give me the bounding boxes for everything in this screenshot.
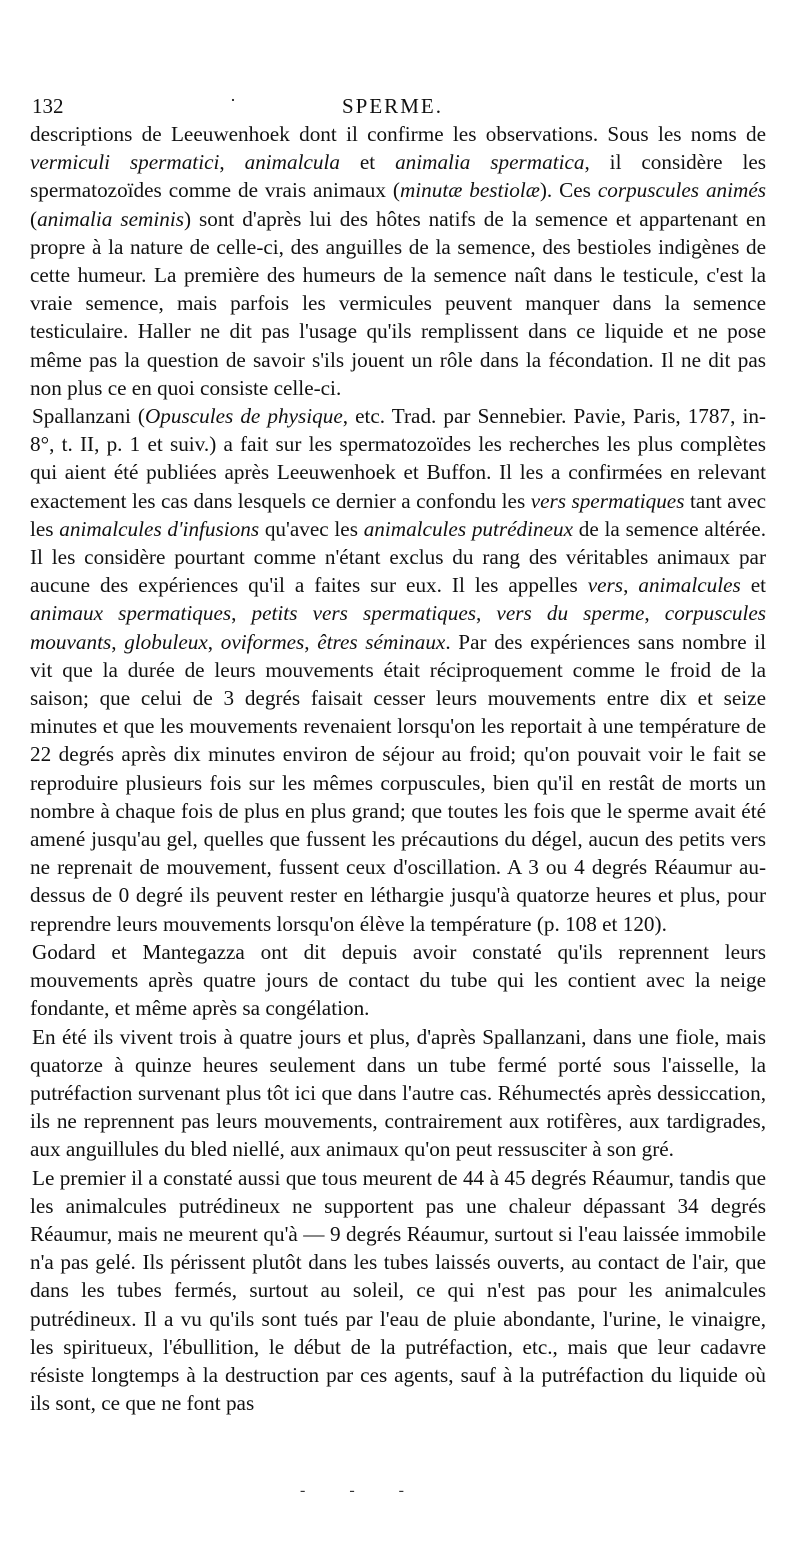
footer-marks: - - - [300,1482,424,1499]
italic-run: animalcula [244,150,340,175]
text-run: de la semence altérée. Il les considère pourtant comme n'étant exclus du rang des véritables animaux par aucune des expériences qu'il a faites sur eux. Il les appelles [30,516,766,598]
italic-run: êtres séminaux [317,629,446,654]
paragraph [30,1164,766,1418]
italic-run: animaux spermatiques [30,601,232,626]
paragraph [30,1023,766,1164]
italic-run: vermiculi spermatici [30,150,220,175]
italic-run: vers spermatiques [530,488,685,513]
text-run: , [111,629,125,654]
italic-run: Opuscules de physique [144,404,343,429]
text-run: Le premier il a constaté aussi que tous meurent de 44 à 45 degrés Réaumur, tandis que les animalcules putrédineux ne supportent pas une chaleur dépassant 34 degrés Réaumur, mais ne meurent qu'à — 9 degrés Réaumur, surtout si l'eau laissée immobile n'a pas gelé. Ils périssent plutôt dans les tubes laissés ouverts, au contact de l'air, que dans les tubes fermés, surtout au soleil, ce qui n'est pas pour les animalcules putrédineux. Il a vu qu'ils sont tués par l'eau de pluie abondante, l'urine, le vinaigre, les spiritueux, l'ébullition, le début de la putréfaction, etc., mais que leur cadavre résiste longtemps à la destruction par ces agents, sauf à la putréfaction du liquide où ils sont, ce que ne font pas [30,1165,766,1416]
text-run: ( [30,206,38,231]
italic-run: globuleux [124,629,208,654]
italic-run: animalcules d'infusions [59,516,260,541]
text-run: , [623,573,639,598]
italic-run: animalia seminis [37,206,184,231]
italic-run: minutæ bestiolæ [399,178,540,203]
paragraph [30,120,766,402]
text-run: , [644,601,665,626]
text-run: ). Ces [539,178,598,203]
text-run: , [207,629,221,654]
paragraph [30,402,766,938]
text-run: descriptions de Leeuwenhoek dont il confirme les observations. Sous les noms de [30,122,766,146]
italic-run: animalcules [638,573,741,598]
text-run: tant avec les [30,488,766,541]
text-run: Spallanzani ( [32,404,145,429]
body-text [30,120,766,1417]
italic-run: animalia spermatica [395,150,585,175]
text-run: En été ils vivent trois à quatre jours et plus, d'après Spallanzani, dans une fiole, mais quatorze à quinze heures seulement dans un tube fermé porté sous l'aisselle, la putréfaction survenant plus tôt ici que dans l'autre cas. Réhumectés après dessiccation, ils ne reprennent pas leurs mouvements, contrairement aux rotifères, aux tardigrades, aux anguillules du bled niellé, aux animaux qu'on peut ressusciter à son gré. [30,1024,766,1162]
header-separator: · [230,90,236,110]
running-title: SPERME. [342,94,443,118]
italic-run: corpuscules mouvants [30,601,767,654]
text-run: . Par des expériences sans nombre il vit que la durée de leurs mouvements était réciproquement comme le froid de la saison; que celui de 3 degrés faisait cesser leurs mouvements entre dix et seize minutes et que les mouvements revenaient lorsqu'on les reportait à une température de 22 degrés après dix minutes environ de séjour au froid; qu'on pouvait voir le fait se reproduire plusieurs fois sur les mêmes corpuscules, bien qu'il en restât de morts un nombre à chaque fois de plus en plus grand; que toutes les fois que le sperme avait été amené jusqu'au gel, quelles que fussent les précautions du dégel, aucun des petits vers ne reprenait de mouvement, fussent ceux d'oscillation. A 3 ou 4 degrés Réaumur au-dessus de 0 degré ils peuvent rester en léthargie jusqu'à quatorze heures et plus, pour reprendre leurs mouvements lorsqu'on élève la température (p. 108 et 120). [30,629,767,936]
text-run: , [475,601,497,626]
text-run: qu'avec les [259,516,364,541]
text-run: ) sont d'après lui des hôtes natifs de la semence et appartenant en propre à la nature de celle-ci, des anguilles de la semence, des bestioles indigènes de cette humeur. La première des humeurs de la semence naît dans le testicule, c'est la vraie semence, mais parfois les vermicules peuvent manquer dans la semence testiculaire. Haller ne dit pas l'usage qu'ils remplissent dans ce liquide et ne pose même pas la question de savoir s'ils jouent un rôle dans la fécondation. Il ne dit pas non plus ce en quoi consiste celle-ci. [30,206,766,400]
text-run: , il considère les spermatozoïdes comme de vrais animaux ( [30,150,766,203]
text-run: et [339,150,396,175]
text-run: , [231,601,252,626]
text-run: , etc. Trad. par Sennebier. Pavie, Paris, 1787, in-8°, t. II, p. 1 et suiv.) a fait sur les spermatozoïdes les recherches les plus complètes qui aient été publiées après Leeuwenhoek et Buffon. Il les a confirmées en relevant exactement les cas dans lesquels ce dernier a confondu les [30,404,766,513]
paragraph [30,938,766,1023]
italic-run: petits vers spermatiques [251,601,476,626]
italic-run: vers du sperme [496,601,645,626]
italic-run: animalcules putrédineux [363,516,574,541]
text-run: Godard et Mantegazza ont dit depuis avoir constaté qu'ils reprennent leurs mouvements après quatre jours de contact du tube qui les contient avec la neige fondante, et même après sa congélation. [30,939,766,1021]
text-run: et [740,573,767,598]
italic-run: vers [587,573,624,598]
page-body [30,120,766,1417]
italic-run: oviformes [220,629,305,654]
text-run: , [304,629,318,654]
page-number: 132 [32,94,64,118]
text-run: , [219,150,245,175]
italic-run: corpuscules animés [597,178,766,203]
